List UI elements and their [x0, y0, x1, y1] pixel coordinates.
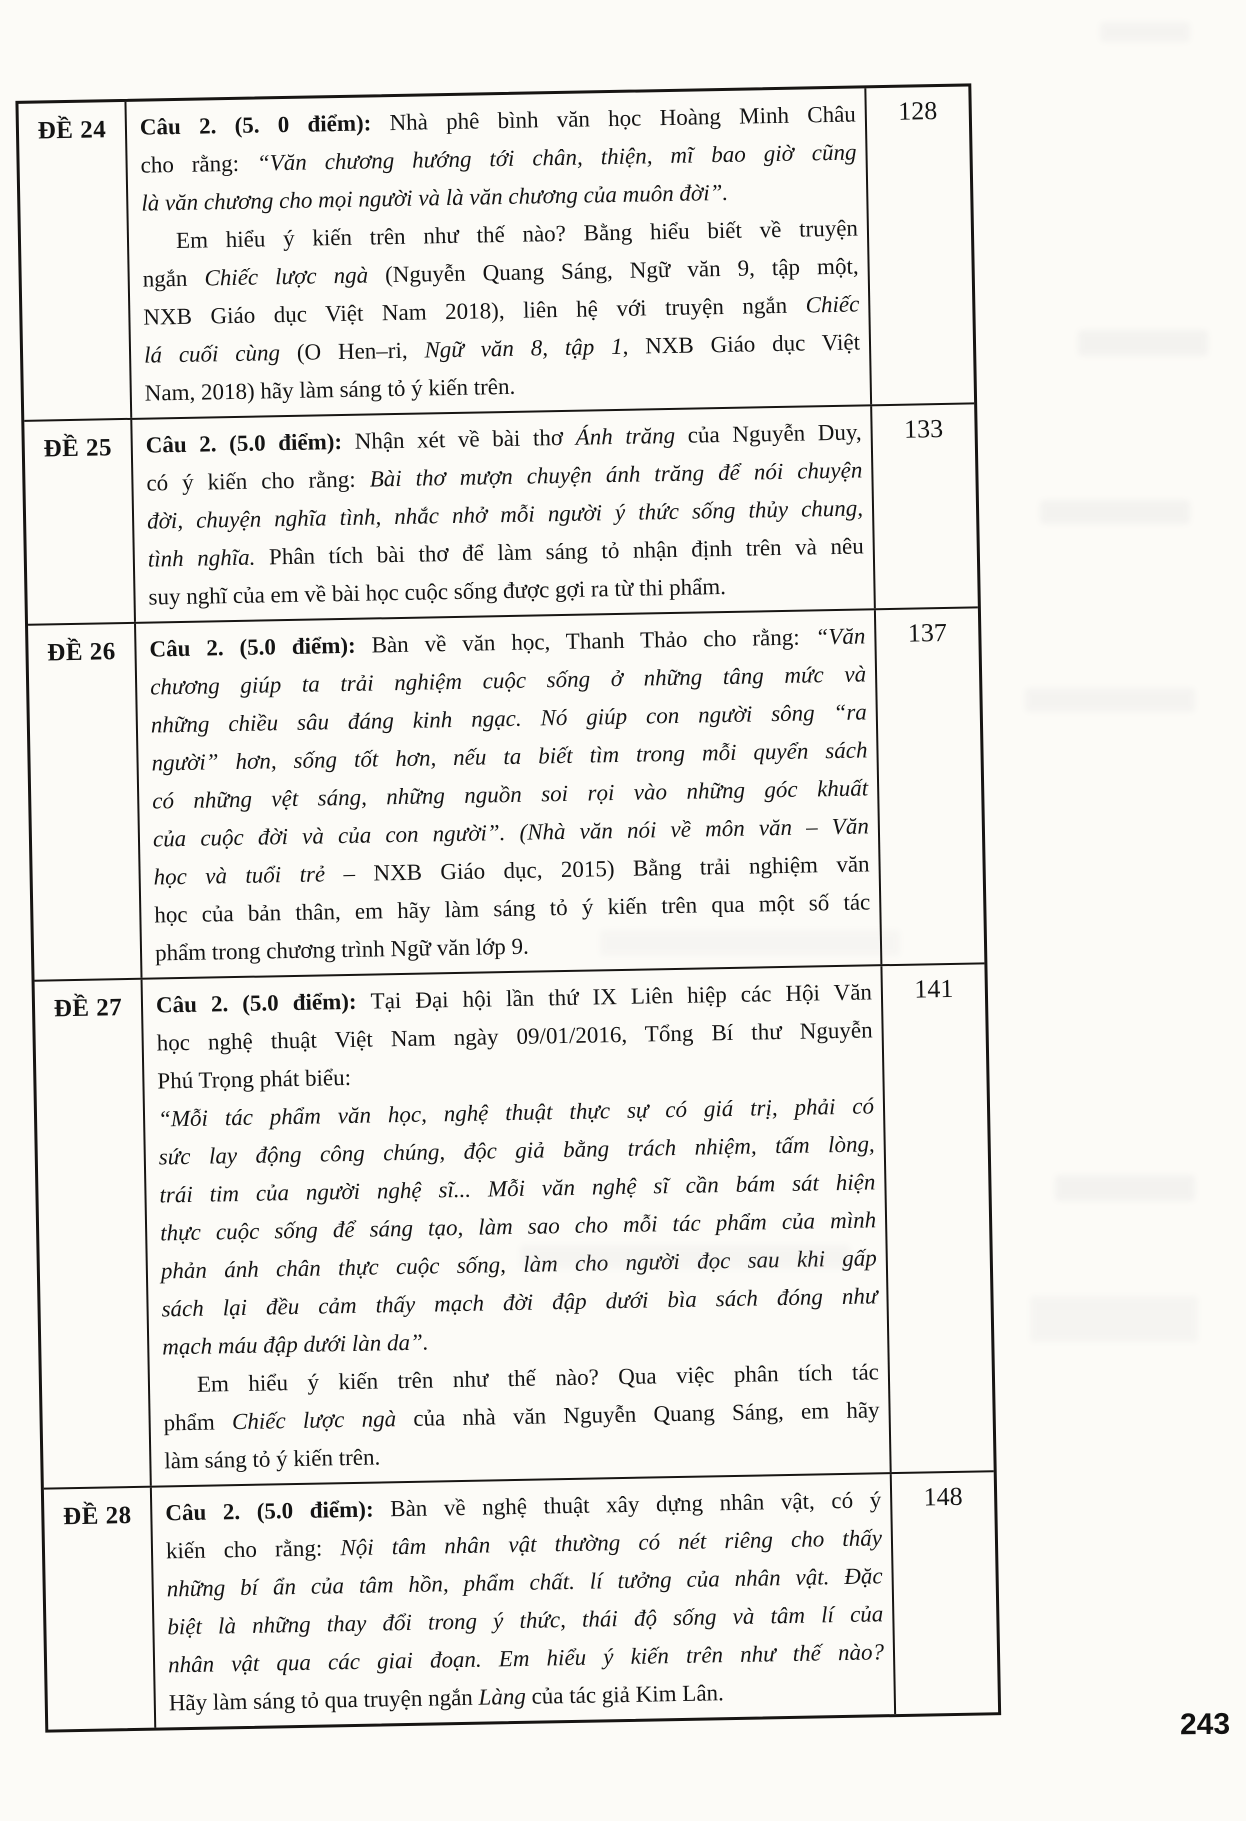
text-run: – NXB Giáo dục, 2015) Bằng trải nghiệm văn	[343, 851, 870, 887]
exam-id-label: ĐỀ 27	[53, 994, 123, 1023]
text-run: Em hiểu ý kiến trên như thế nào? Bằng hiểu biết về truyện	[175, 215, 859, 254]
text-run: Nam, 2018) hãy làm sáng tỏ ý kiến trên.	[144, 373, 516, 406]
question-text-cell	[150, 1474, 896, 1728]
text-run: NXB Giáo dục Việt Nam 2018), liên hệ với truyện ngắn	[143, 292, 806, 330]
question-text-cell	[134, 610, 882, 978]
text-run: Câu 2. (5. 0 điểm):	[139, 110, 390, 140]
text-run: suy nghĩ của em về bài học cuộc sống được gợi ra từ thi phẩm.	[148, 573, 727, 610]
exam-id-label: ĐỀ 25	[43, 434, 113, 463]
text-run: học và tuổi trẻ	[153, 861, 344, 890]
text-run: nhân vật qua các giai đoạn. Em hiểu ý kiến trên như thế nào?	[167, 1639, 885, 1678]
text-run: làm sáng tỏ ý kiến trên.	[164, 1444, 381, 1474]
text-run: Bàn về nghệ thuật xây dựng nhân vật, có ý	[390, 1487, 882, 1522]
text-run: “Văn chương hướng tới chân, thiện, mĩ bao giờ cũng	[256, 139, 857, 176]
text-run: Tại Đại hội lần thứ IX Liên hiệp các Hội Văn	[370, 979, 873, 1014]
text-run: biệt là những thay đổi trong ý thức, thái độ sống và tâm lí của	[167, 1601, 884, 1640]
text-run: người” hơn, sống tốt hơn, nếu ta biết tìm trong mỗi quyển sách	[151, 737, 868, 776]
text-run: học của bản thân, em hãy làm sáng tỏ ý kiến trên qua một số tác	[154, 889, 871, 928]
page-number: 243	[1179, 1707, 1231, 1742]
text-run: Làng	[478, 1683, 532, 1710]
text-run: , NXB Giáo dục Việt	[622, 329, 861, 359]
text-run: Nhà phê bình văn học Hoàng Minh Châu	[389, 101, 857, 136]
text-run: Chiếc	[805, 291, 860, 318]
text-run: (Nguyễn Quang Sáng, Ngữ văn 9, tập một,	[384, 253, 859, 288]
table-row	[24, 402, 978, 623]
table-row	[18, 86, 974, 419]
page-ref: 133	[903, 413, 944, 444]
text-run: tình nghĩa.	[147, 544, 270, 572]
text-run: Bàn về văn học, Thanh Thảo cho rằng:	[371, 624, 816, 658]
text-run: trái tim của người nghệ sĩ... Mỗi văn nghệ sĩ cần bám sát hiện	[159, 1169, 876, 1208]
bleed-through-smudge	[1055, 1175, 1195, 1201]
question-text-cell	[130, 406, 876, 622]
text-run: Ngữ văn 8, tập 1	[424, 333, 623, 363]
bleed-through-smudge	[1100, 22, 1190, 42]
table-row	[28, 606, 984, 979]
text-run: Nhận xét về bài thơ	[354, 424, 576, 454]
text-run: “Mỗi tác phẩm văn học, nghệ thuật thực sự có giá trị, phải có	[157, 1093, 875, 1132]
exam-id-label: ĐỀ 26	[47, 638, 117, 667]
page-ref: 141	[914, 973, 954, 1004]
text-run: những bí ẩn của tâm hồn, phẩm chất. lí tưởng của nhân vật. Đặc	[166, 1563, 883, 1602]
page-ref: 148	[923, 1481, 963, 1512]
text-run: Phân tích bài thơ để làm sáng tỏ nhận định trên và nêu	[268, 533, 864, 570]
text-run: của Nguyễn Duy,	[687, 419, 862, 448]
text-run: Hãy làm sáng tỏ qua truyện ngắn	[168, 1684, 479, 1716]
page-ref: 128	[897, 96, 938, 126]
scan-skew-wrapper	[15, 83, 1001, 1732]
text-run: sức lay động công chúng, độc giả bằng trách nhiệm, tấm lòng,	[158, 1131, 875, 1170]
text-run: phẩm	[163, 1409, 233, 1436]
text-run: phản ánh chân thực cuộc sống, làm cho người đọc sau khi gấp	[160, 1245, 877, 1284]
table-row	[35, 962, 994, 1487]
text-run: học nghệ thuật Việt Nam ngày 09/01/2016, Tổng Bí thư Nguyễn	[156, 1017, 873, 1056]
text-run: cho rằng:	[140, 150, 258, 178]
exam-id-label: ĐỀ 24	[37, 116, 107, 145]
text-run: ngắn	[142, 265, 205, 292]
text-run: Câu 2. (5.0 điểm):	[165, 1496, 391, 1526]
exam-id-label: ĐỀ 28	[62, 1502, 132, 1531]
table-row	[44, 1470, 998, 1729]
text-run: mạch máu đập dưới làn da”.	[162, 1329, 429, 1360]
text-run: đời, chuyện nghĩa tình, nhắc nhở mỗi người ý thức sống thủy chung,	[146, 495, 864, 534]
text-run: Em hiểu ý kiến trên như thế nào? Qua việc phân tích tác	[196, 1359, 880, 1397]
text-run: Câu 2. (5.0 điểm):	[145, 428, 355, 458]
bleed-through-smudge	[1025, 688, 1195, 712]
text-run: Nội tâm nhân vật thường có nét riêng cho thấy	[340, 1525, 883, 1561]
text-run: “Văn	[815, 623, 866, 650]
text-run: có ý kiến cho rằng:	[146, 466, 370, 496]
text-run: Câu 2. (5.0 điểm):	[149, 632, 372, 662]
text-run: Phú Trọng phát biểu:	[157, 1064, 352, 1094]
text-run: lá cuối cùng	[143, 339, 298, 368]
text-run: Ánh trăng	[575, 422, 689, 450]
text-run: Chiếc lược ngà	[231, 1405, 414, 1435]
page-ref: 137	[907, 617, 948, 648]
question-text-cell	[141, 966, 892, 1486]
bleed-through-smudge	[1078, 330, 1208, 356]
bleed-through-smudge	[1030, 1296, 1198, 1342]
bleed-through-smudge	[1040, 500, 1190, 524]
text-run: là văn chương cho mọi người và là văn chương của muôn đời”.	[141, 179, 729, 216]
text-run: có những vệt sáng, những nguồn soi rọi vào những góc khuất	[152, 775, 869, 814]
text-run: của nhà văn Nguyễn Quang Sáng, em hãy	[413, 1397, 880, 1431]
text-run: (O Hen–ri,	[296, 337, 425, 365]
text-run: thực cuộc sống để sáng tạo, làm sao cho mỗi tác phẩm của mình	[159, 1207, 877, 1246]
text-run: kiến cho rằng:	[165, 1535, 341, 1564]
text-run: của tác giả Kim Lân.	[531, 1680, 725, 1709]
text-run: Bài thơ mượn chuyện ánh trăng để nói chuyện	[369, 457, 863, 492]
exam-index-table	[15, 83, 1001, 1732]
question-text-cell	[124, 88, 872, 418]
text-run: phẩm trong chương trình Ngữ văn lớp 9.	[154, 933, 529, 966]
text-run: chương giúp ta trải nghiệm cuộc sống ở những tâng mức và	[149, 661, 867, 700]
text-run: Câu 2. (5.0 điểm):	[155, 988, 371, 1018]
text-run: sách lại đều cảm thấy mạch đời đập dưới bìa sách đóng như	[161, 1283, 878, 1322]
text-run: Chiếc lược ngà	[204, 262, 386, 291]
text-run: của cuộc đời và của con người”. (Nhà văn nói về môn văn – Văn	[152, 813, 870, 852]
text-run: những chiều sâu đáng kinh ngạc. Nó giúp con người sông “ra	[150, 699, 867, 738]
